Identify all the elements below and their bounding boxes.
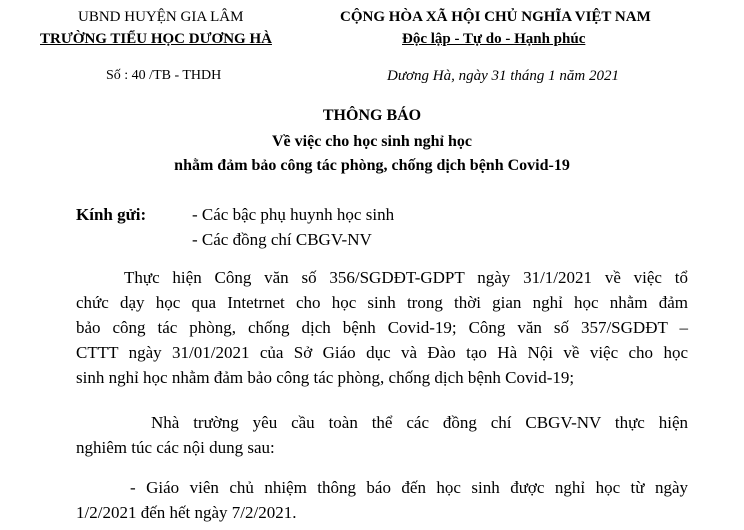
paragraph-1-line: Thực hiện Công văn số 356/SGDĐT-GDPT ngày 31/1/2021 về việc tổ: [124, 268, 688, 287]
paragraph-2-line: Nhà trường yêu cầu toàn thể các đồng chí CBGV-NV thực hiện: [151, 413, 688, 432]
document-title: THÔNG BÁO: [322, 107, 422, 124]
date-line: Dương Hà, ngày 31 tháng 1 năm 2021: [387, 68, 620, 84]
document-number: Số : 40 /TB - THDH: [106, 68, 222, 83]
document-subtitle-2: nhằm đảm bảo công tác phòng, chống dịch bệnh Covid-19: [174, 157, 570, 174]
nation-title: CỘNG HÒA XÃ HỘI CHỦ NGHĨA VIỆT NAM: [340, 9, 651, 25]
school-name-text: TRƯỜNG TIỂU HỌC DƯƠNG HÀ: [40, 31, 272, 47]
nation-motto: [402, 30, 585, 48]
paragraph-1-line: bảo công tác phòng, chống dịch bệnh Covid-19; Công văn số 357/SGDĐT –: [76, 318, 688, 337]
paragraph-3-line: 1/2/2021 đến hết ngày 7/2/2021.: [76, 503, 297, 522]
nation-motto-text: Độc lập - Tự do - Hạnh phúc: [402, 31, 586, 47]
paragraph-3-line: - Giáo viên chủ nhiệm thông báo đến học sinh được nghỉ học từ ngày: [130, 478, 688, 497]
paragraph-2-line: nghiêm túc các nội dung sau:: [76, 438, 275, 457]
paragraph-1-line: sinh nghỉ học nhằm đảm bảo công tác phòng, chống dịch bệnh Covid-19;: [76, 368, 575, 387]
recipient-item: - Các bậc phụ huynh học sinh: [192, 205, 395, 224]
paragraph-1-line: CTTT ngày 31/01/2021 của Sở Giáo dục và Đào tạo Hà Nội về việc cho học: [76, 343, 688, 362]
document-subtitle-1: Về việc cho học sinh nghỉ học: [271, 133, 472, 150]
recipient-item: - Các đồng chí CBGV-NV: [192, 230, 372, 249]
recipients-label: Kính gửi:: [76, 205, 147, 224]
paragraph-1-line: chức dạy học qua Intetrnet cho học sinh trong thời gian nghỉ học nhằm đảm: [76, 293, 688, 312]
school-name: [40, 30, 272, 48]
organization-name: UBND HUYỆN GIA LÂM: [78, 9, 244, 25]
